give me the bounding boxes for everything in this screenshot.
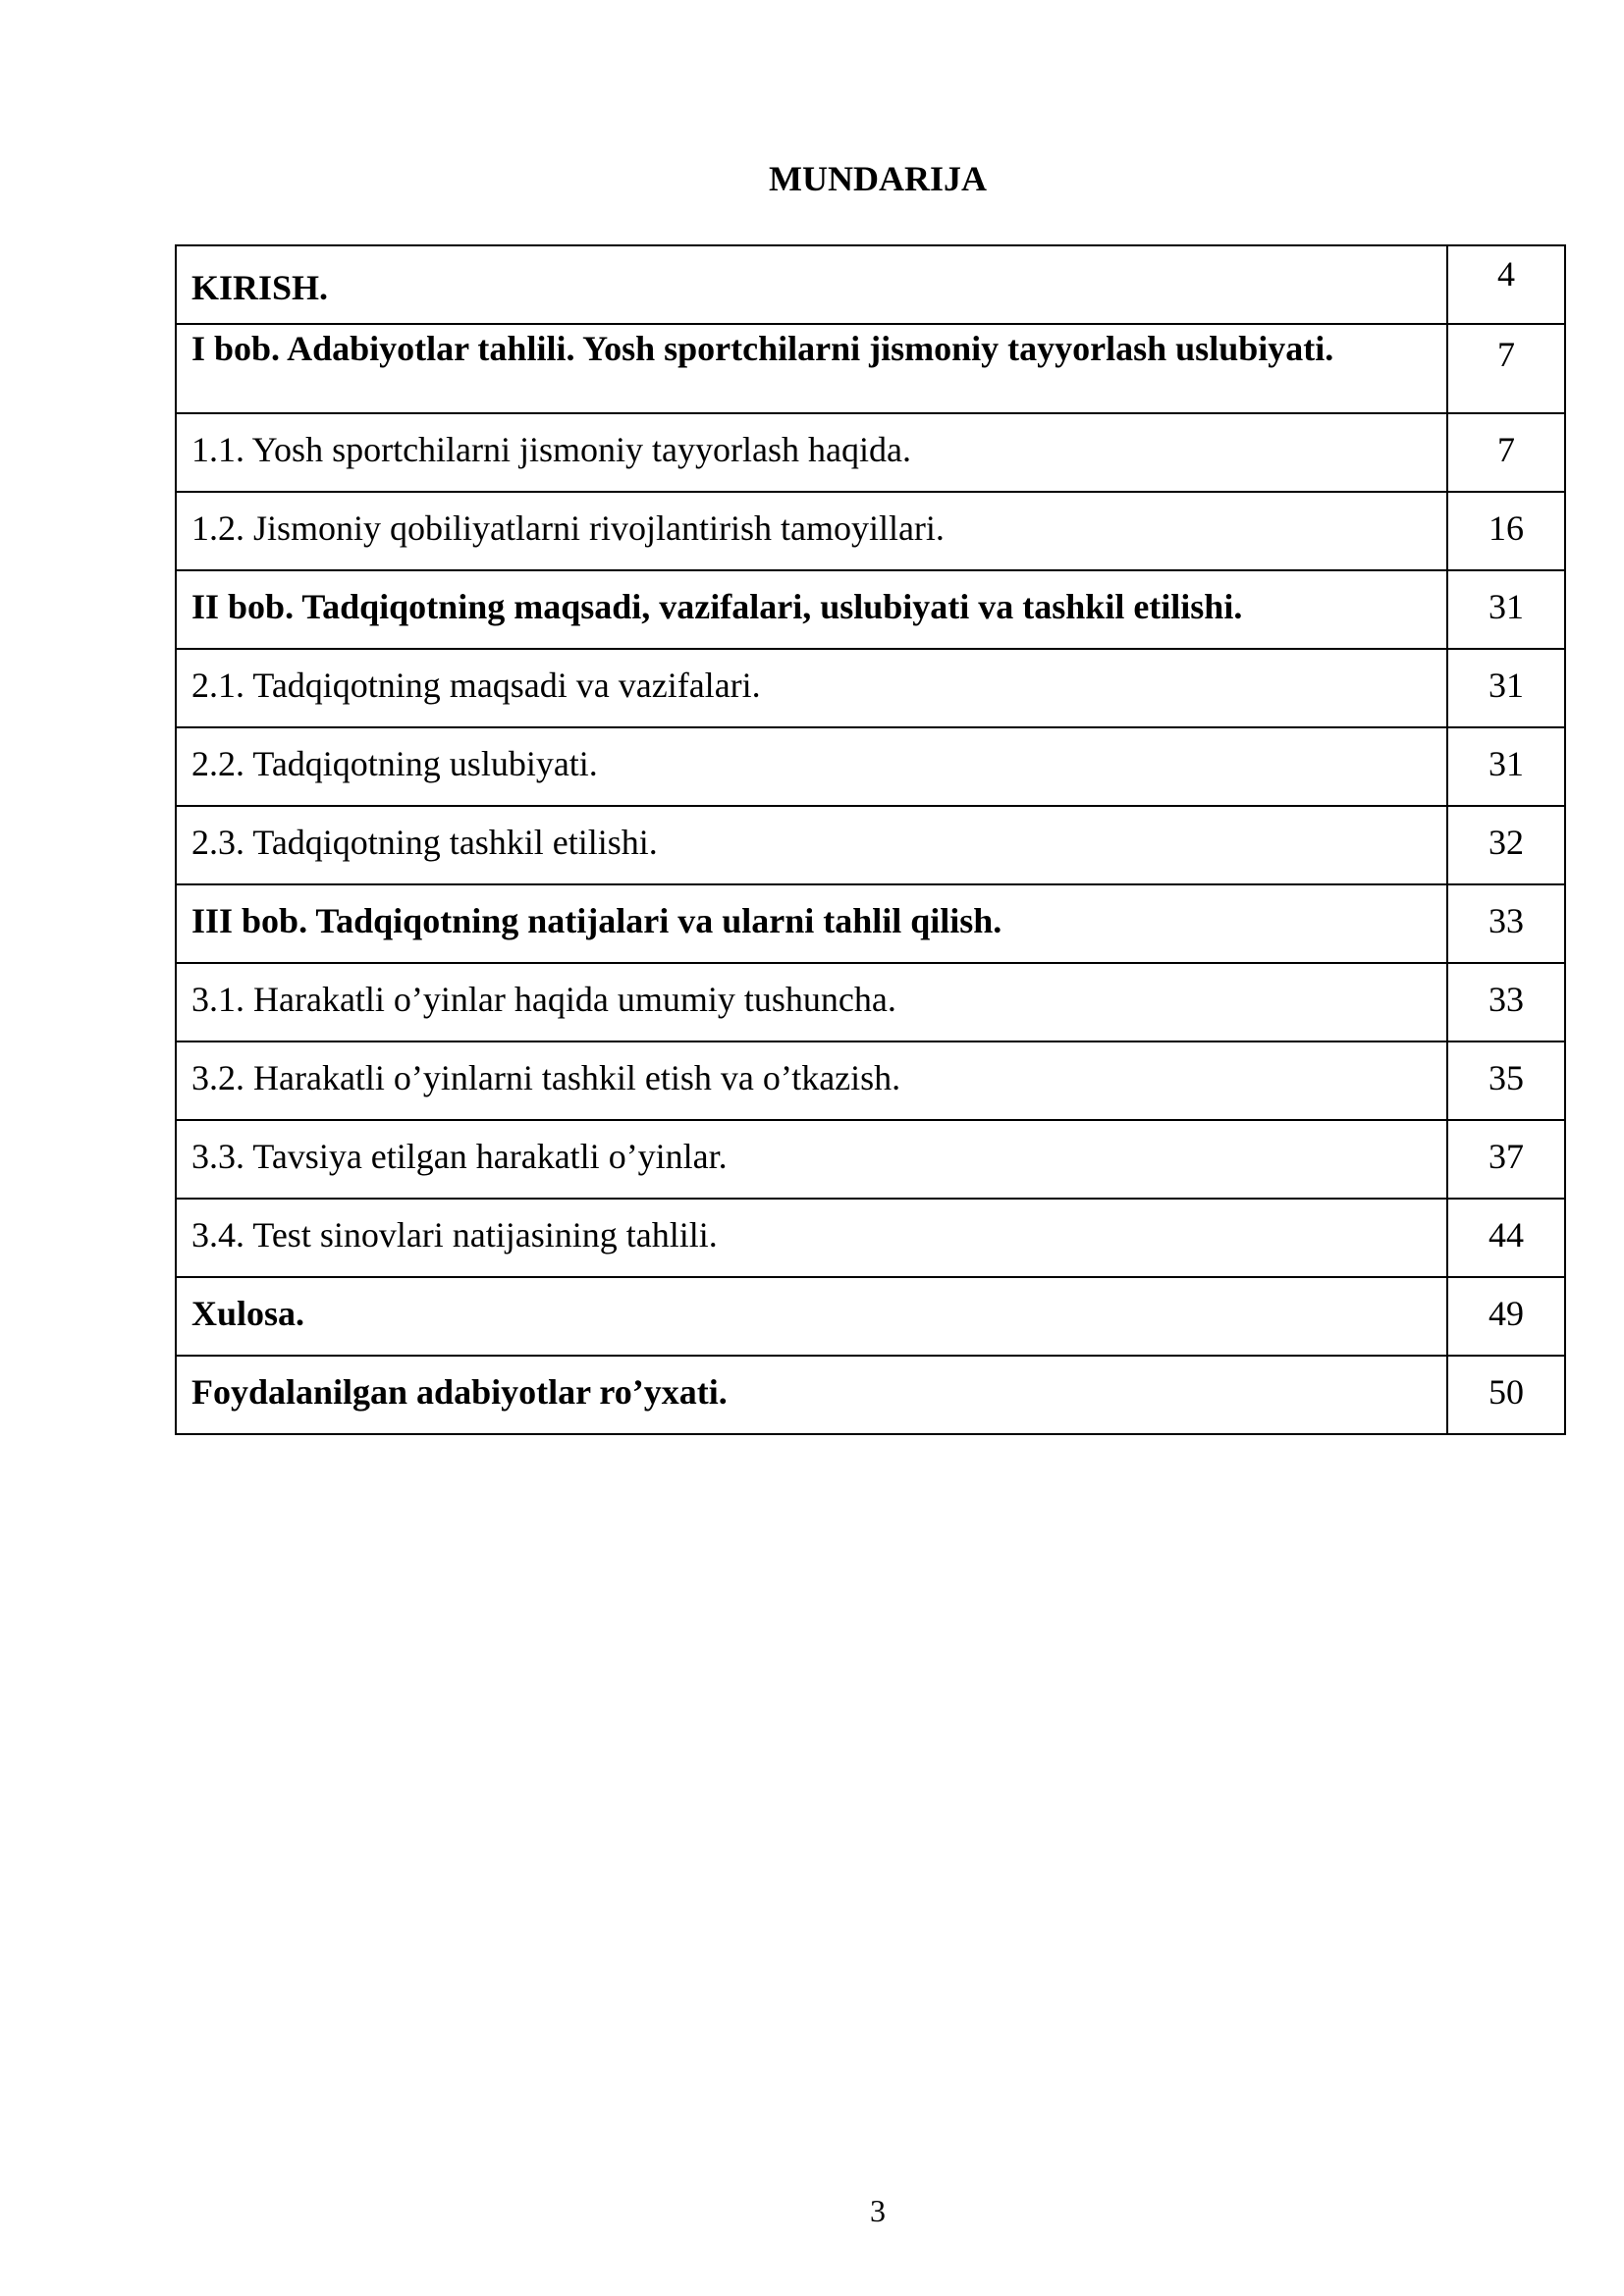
- toc-entry-page: 33: [1447, 963, 1565, 1041]
- toc-entry-title: II bob. Tadqiqotning maqsadi, vazifalari, uslubiyati va tashkil etilishi.: [176, 570, 1447, 649]
- page-number: 3: [870, 2193, 886, 2228]
- page-title: MUNDARIJA: [769, 159, 987, 198]
- toc-entry-title: KIRISH.: [176, 245, 1447, 324]
- toc-row-section-2-3: [176, 806, 1565, 884]
- toc-entry-title: Foydalanilgan adabiyotlar ro’yxati.: [176, 1356, 1447, 1434]
- toc-row-chapter-3: [176, 884, 1565, 963]
- toc-entry-page: 33: [1447, 884, 1565, 963]
- toc-entry-page: 50: [1447, 1356, 1565, 1434]
- toc-entry-page: 35: [1447, 1041, 1565, 1120]
- toc-row-section-1-2: [176, 492, 1565, 570]
- toc-entry-page: 16: [1447, 492, 1565, 570]
- toc-row-section-2-1: [176, 649, 1565, 727]
- toc-row-section-3-4: [176, 1199, 1565, 1277]
- toc-row-xulosa: [176, 1277, 1565, 1356]
- toc-entry-title: 3.3. Tavsiya etilgan harakatli o’yinlar.: [176, 1120, 1447, 1199]
- toc-row-chapter-2: [176, 570, 1565, 649]
- toc-row-section-3-1: [176, 963, 1565, 1041]
- toc-row-section-3-2: [176, 1041, 1565, 1120]
- toc-entry-title: 2.2. Tadqiqotning uslubiyati.: [176, 727, 1447, 806]
- toc-entry-page: 37: [1447, 1120, 1565, 1199]
- toc-row-chapter-1: [176, 324, 1565, 413]
- toc-row-section-1-1: [176, 413, 1565, 492]
- toc-row-kirish: [176, 245, 1565, 324]
- toc-entry-page: 31: [1447, 570, 1565, 649]
- toc-entry-page: 7: [1447, 324, 1565, 413]
- table-of-contents: [175, 244, 1566, 1435]
- toc-row-section-3-3: [176, 1120, 1565, 1199]
- toc-entry-title: III bob. Tadqiqotning natijalari va ularni tahlil qilish.: [176, 884, 1447, 963]
- toc-entry-page: 49: [1447, 1277, 1565, 1356]
- toc-entry-title: 3.4. Test sinovlari natijasining tahlili.: [176, 1199, 1447, 1277]
- toc-entry-title: 2.3. Tadqiqotning tashkil etilishi.: [176, 806, 1447, 884]
- toc-entry-title: 3.1. Harakatli o’yinlar haqida umumiy tushuncha.: [176, 963, 1447, 1041]
- toc-entry-title: 3.2. Harakatli o’yinlarni tashkil etish va o’tkazish.: [176, 1041, 1447, 1120]
- toc-entry-page: 31: [1447, 649, 1565, 727]
- toc-entry-page: 4: [1447, 245, 1565, 324]
- toc-row-section-2-2: [176, 727, 1565, 806]
- toc-entry-page: 44: [1447, 1199, 1565, 1277]
- toc-row-references: [176, 1356, 1565, 1434]
- toc-entry-title: Xulosa.: [176, 1277, 1447, 1356]
- toc-entry-title: 1.1. Yosh sportchilarni jismoniy tayyorlash haqida.: [176, 413, 1447, 492]
- toc-entry-title: 2.1. Tadqiqotning maqsadi va vazifalari.: [176, 649, 1447, 727]
- toc-entry-page: 31: [1447, 727, 1565, 806]
- toc-entry-page: 32: [1447, 806, 1565, 884]
- toc-entry-title: 1.2. Jismoniy qobiliyatlarni rivojlantirish tamoyillari.: [176, 492, 1447, 570]
- toc-entry-title: I bob. Adabiyotlar tahlili. Yosh sportchilarni jismoniy tayyorlash uslubiyati.: [176, 324, 1447, 413]
- toc-entry-page: 7: [1447, 413, 1565, 492]
